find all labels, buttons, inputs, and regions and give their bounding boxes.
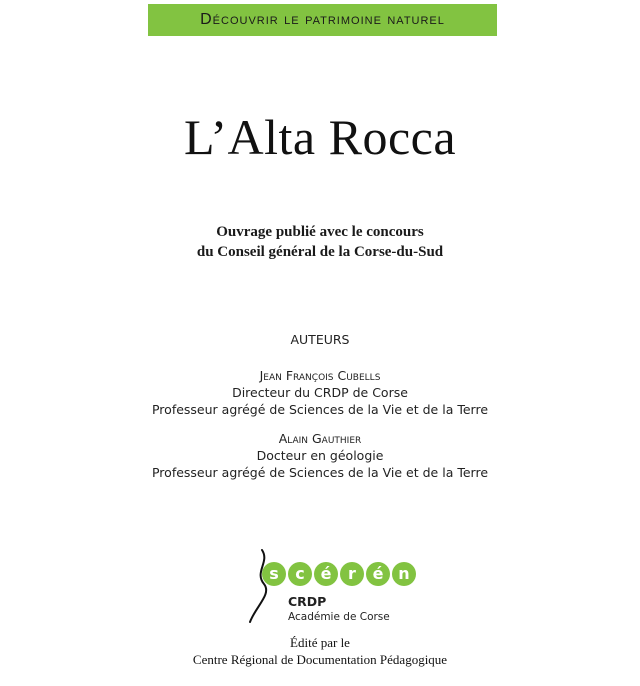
logo-crdp: CRDP (288, 594, 327, 609)
author-role: Professeur agrégé de Sciences de la Vie et de la Terre (151, 402, 489, 417)
logo-academie: Académie de Corse (288, 611, 390, 623)
logo-letter: c (288, 562, 312, 586)
author-role: Directeur du CRDP de Corse (232, 385, 408, 400)
sceren-wordmark (262, 562, 416, 586)
sceren-crdp-logo (248, 548, 418, 628)
book-title: L’Alta Rocca (183, 109, 457, 165)
publication-note (0, 222, 640, 262)
series-title: Découvrir le patrimoine naturel (200, 11, 445, 28)
logo-letter: é (314, 562, 338, 586)
swash-icon (248, 548, 288, 628)
author-entry (0, 367, 640, 418)
logo-letter: é (366, 562, 390, 586)
publication-note-line-1: Ouvrage publié avec le concours (216, 224, 424, 240)
logo-letter: s (262, 562, 286, 586)
series-banner (148, 4, 497, 36)
publisher-credit-line-2: Centre Régional de Documentation Pédagogique (192, 652, 448, 667)
author-name: Alain Gauthier (278, 431, 362, 446)
logo-letter: n (392, 562, 416, 586)
author-role: Professeur agrégé de Sciences de la Vie et de la Terre (151, 465, 489, 480)
authors-heading: AUTEURS (290, 332, 350, 347)
logo-letter: r (340, 562, 364, 586)
publication-note-line-2: du Conseil général de la Corse-du-Sud (196, 244, 444, 260)
authors-section (0, 332, 640, 493)
author-entry (0, 430, 640, 481)
publisher-credit-line-1: Édité par le (290, 635, 350, 650)
author-role: Docteur en géologie (256, 448, 384, 463)
publisher-credit (0, 634, 640, 668)
author-name: Jean François Cubells (259, 368, 381, 383)
